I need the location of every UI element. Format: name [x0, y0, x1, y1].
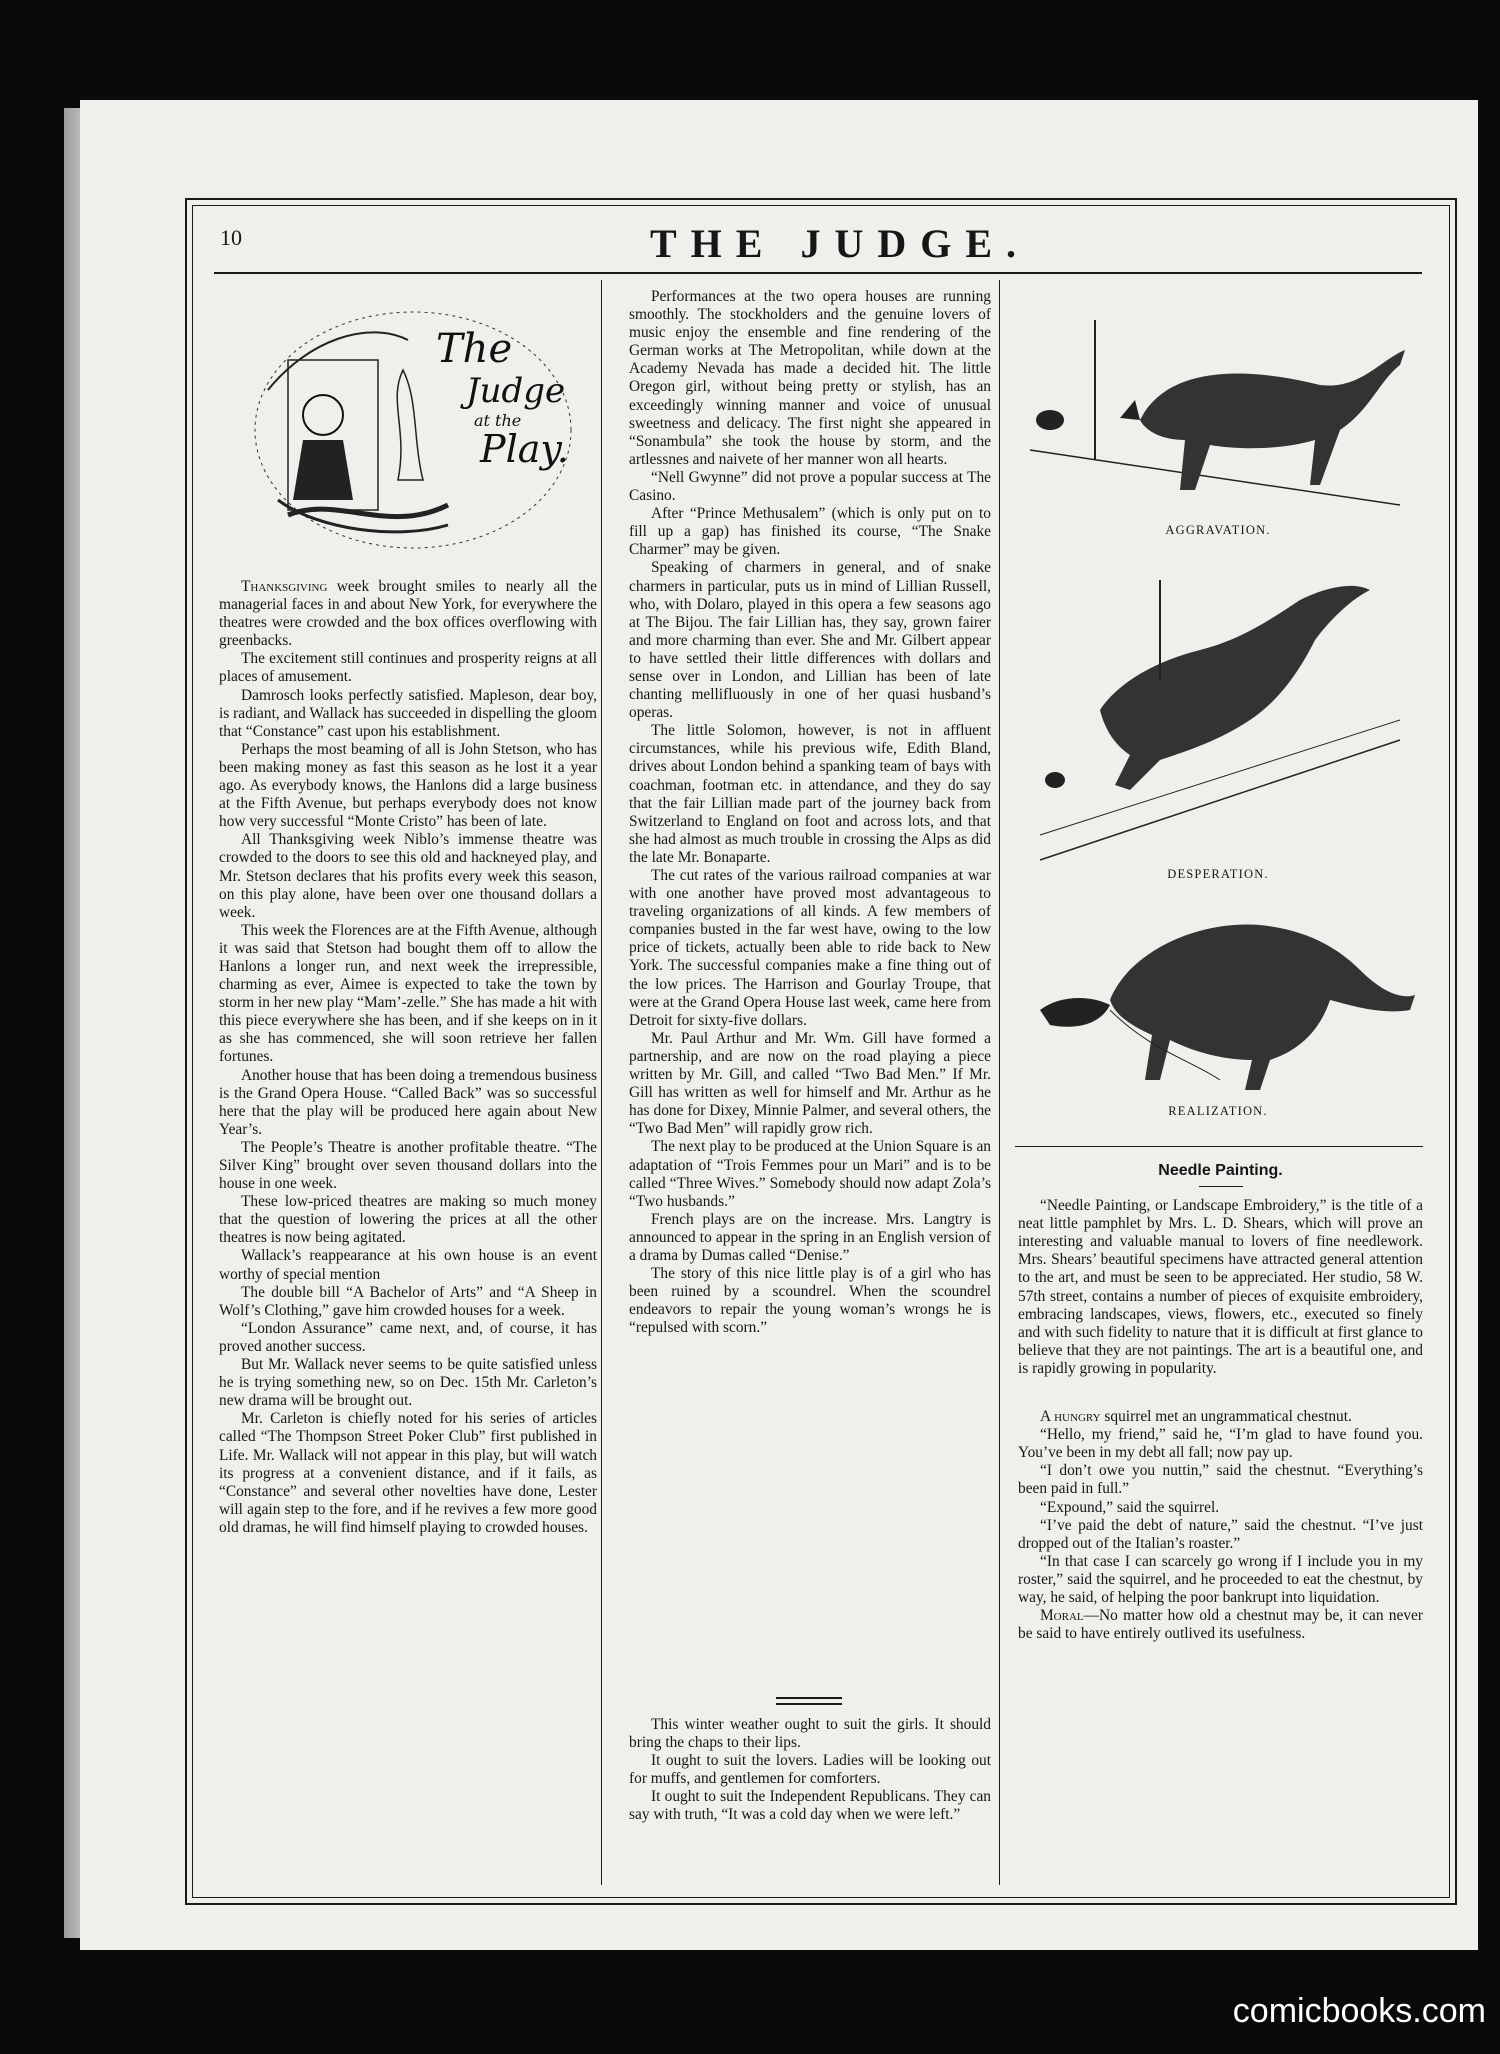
lead-word: Thanksgiving: [241, 578, 328, 595]
column-1-paragraph: Another house that has been doing a tremendous business is the Grand Opera House. “Called Back” was so successful here that the play will be produced here again about New Year’s.: [219, 1066, 597, 1138]
illustration-lettering-1: The: [436, 326, 513, 372]
anecdote-lead: A hungry: [1040, 1408, 1101, 1426]
page-number: 10: [220, 225, 242, 250]
column-1-paragraph: The double bill “A Bachelor of Arts” and “A Sheep in Wolf’s Clothing,” gave him crowded houses for a week.: [219, 1283, 597, 1319]
column-2-paragraph: The next play to be produced at the Union Square is an adaptation of “Trois Femmes pour un Mari” and is to be called “Three Wives.” Somebody should now adapt Zola’s “Two husbands.”: [629, 1138, 991, 1210]
heading-short-rule: [1199, 1186, 1243, 1187]
masthead-rule: [214, 272, 1422, 274]
column-2-article: [629, 288, 991, 1337]
column-2-paragraph: French plays are on the increase. Mrs. Langtry is announced to appear in the spring in an English version of a drama by Dumas called “Denise.”: [629, 1210, 991, 1264]
column-2-paragraph: “Nell Gwynne” did not prove a popular success at The Casino.: [629, 468, 991, 505]
column-rule-1: [601, 280, 602, 1885]
column-1-paragraph: These low-priced theatres are making so much money that the question of lowering the prices at all the other theatres is now being agitated.: [219, 1193, 597, 1247]
anecdote-paragraph: “I don’t owe you nuttin,” said the chestnut. “Everything’s been paid in full.”: [1018, 1462, 1423, 1498]
illustration-lettering-2: Judge: [466, 371, 566, 411]
column-1-paragraph: The People’s Theatre is another profitable theatre. “The Silver King” brought over seven thousand dollars into the house in one week.: [219, 1138, 597, 1193]
column-2-paragraph: The story of this nice little play is of a girl who has been ruined by a scoundrel. When the scoundrel endeavors to repair the young woman’s wrongs he is “repulsed with scorn.”: [629, 1265, 991, 1337]
masthead-title: THE JUDGE.: [649, 221, 1031, 266]
column-1-paragraph-1: Thanksgiving week brought smiles to nearly all the managerial faces in and about New York, for everywhere the theatres were crowded and the box offices overflowing with greenbacks.: [219, 578, 597, 650]
illustration-lettering-4: Play.: [480, 427, 569, 471]
column-1-paragraph: “London Assurance” came next, and, of course, it has proved another success.: [219, 1319, 597, 1355]
column-2-paragraph: The cut rates of the various railroad companies at war with one another have proved most advantageous to traveling organizations of all kinds. A few members of companies busted in the far west have, owing to the low price of tickets, actually been able to ride back to New York. The successful companies make a fine thing out of the low prices. The Harrison and Gourlay Troupe, that were at the Grand Opera House last week, came here from Detroit for sixty-five dollars.: [629, 867, 991, 1029]
column-3-articles: [1018, 1162, 1423, 1643]
column-1-paragraph: But Mr. Wallack never seems to be quite satisfied unless he is trying something new, so on Dec. 15th Mr. Carleton’s new drama will be brought out.: [219, 1356, 597, 1410]
column-2-paragraph: Speaking of charmers in general, and of snake charmers in particular, puts us in mind of Lillian Russell, who, with Dolaro, played in this opera a few seasons ago at The Bijou. The fair Lillian has, they say, grown fairer and more charming than ever. She and Mr. Gilbert appear to have settled their little differences with dollars and sense over in London, and Lillian has been of late chanting mellifluously in one of her quasi husband’s operas.: [629, 559, 991, 722]
column-1-article: [219, 578, 597, 1537]
anecdote-paragraph: “Hello, my friend,” said he, “I’m glad to have found you. You’ve been in my debt all fall; now pay up.: [1018, 1426, 1423, 1462]
moral-paragraph: Moral—No matter how old a chestnut may be, it can never be said to have entirely outlived its usefulness.: [1018, 1607, 1423, 1643]
moral-label: Moral: [1040, 1607, 1084, 1625]
cartoon-panel-desperation: [1020, 560, 1420, 865]
needle-painting-heading: Needle Painting.: [1158, 1162, 1283, 1179]
winter-paragraph: It ought to suit the lovers. Ladies will be looking out for muffs, and gentlemen for comforters.: [629, 1752, 991, 1788]
cartoon-panel-realization: [1020, 900, 1420, 1100]
column-rule-2: [999, 280, 1000, 1885]
anecdote-paragraph: “In that case I can scarcely go wrong if I include you in my roster,” said the squirrel, and he proceeded to eat the chestnut, by way, he said, of helping the poor bankrupt into liquidation.: [1018, 1552, 1423, 1606]
anecdote-paragraph: “I’ve paid the debt of nature,” said the chestnut. “I’ve just dropped out of the Italian’s roaster.”: [1018, 1516, 1423, 1552]
column-2-paragraph: The little Solomon, however, is not in affluent circumstances, while his previous wife, Edith Bland, drives about London behind a spanking team of bays with coachman, footman etc. in attendance, and they do say that the fair Lillian made part of the journey back from Switzerland to England on foot and across lots, and that she had almost as much trouble in crossing the Alps as did the late Mr. Bonaparte.: [629, 722, 991, 866]
column-1-paragraph: Perhaps the most beaming of all is John Stetson, who has been making money as fast this season as he lost it a year ago. As everybody knows, the Hanlons did a large business at the Fifth Avenue, but perhaps everybody does not know how very successful “Monte Cristo” has been of late.: [219, 740, 597, 831]
column-1-paragraph: Damrosch looks perfectly satisfied. Mapleson, dear boy, is radiant, and Wallack has succeeded in dispelling the gloom that “Constance” cast upon his establishment.: [219, 686, 598, 740]
column-1-paragraph: This week the Florences are at the Fifth Avenue, although it was said that Stetson had bought them off to allow the Hanlons a longer run, and next week the irrepressible, charming as ever, Aimee is expected to take the town by storm in her new play “Mam’-zelle.” She has made a hit with this piece everywhere she has been, and if she keeps on in it as she has commenced, she will soon retrieve her fallen fortunes.: [219, 921, 597, 1066]
column-3-section-rule: [1015, 1146, 1423, 1147]
winter-paragraph: This winter weather ought to suit the girls. It should bring the chaps to their lips.: [629, 1716, 991, 1752]
column-2-paragraph: Performances at the two opera houses are running smoothly. The stockholders and the genuine lovers of music enjoy the ensemble and fine rendering of the German works at The Metropolitan, while down at the Academy Nevada has made a decided hit. The little Oregon girl, without being pretty or stylish, has an exceedingly winning manner and voice of unusual sweetness and delicacy. The first night she appeared in “Sonambula” she took the house by storm, and the artlessnes and naivete of her manner won all hearts.: [629, 288, 991, 468]
caption-desperation: DESPERATION.: [1167, 867, 1269, 881]
cartoon-panel-aggravation: [1020, 300, 1420, 515]
winter-paragraph: It ought to suit the Independent Republicans. They can say with truth, “It was a cold day when we were left.”: [629, 1788, 991, 1824]
needle-painting-paragraph: “Needle Painting, or Landscape Embroidery,” is the title of a neat little pamphlet by Mrs. L. D. Shears, which will prove an interesting and valuable manual to lovers of fine needlework. Mrs. Shears’ beautiful specimens have attracted general attention to the art, and must be seen to be appreciated. Her studio, 58 W. 57th street, contains a number of pieces of exquisite embroidery, embracing landscapes, views, flowers, etc., executed so finely and with such fidelity to nature that it is difficult at first glance to believe that they are not paintings. The art is a beautiful one, and is rapidly growing in popularity.: [1018, 1197, 1423, 1377]
column-2-paragraph: After “Prince Methusalem” (which is only put on to fill up a gap) has finished its course, “The Snake Charmer” may be given.: [629, 505, 991, 559]
column-1-paragraph: All Thanksgiving week Niblo’s immense theatre was crowded to the doors to see this old and hackneyed play, and Mr. Stetson declares that his profits every week this season, on this play alone, have been over one thousand dollars a week.: [219, 831, 597, 921]
judge-at-the-play-illustration: [248, 300, 578, 560]
caption-aggravation: AGGRAVATION.: [1165, 523, 1271, 537]
column-1-paragraph: Mr. Carleton is chiefly noted for his series of articles called “The Thompson Street Poker Club” first published in Life. Mr. Wallack will not appear in this play, but will watch its progress at a convenient distance, and if it fails, as “Constance” and several other novelties have done, Lester will again step to the fore, and if he revives a few more good old dramas, he will find himself playing to crowded houses.: [219, 1410, 597, 1536]
caption-realization: REALIZATION.: [1168, 1104, 1268, 1118]
anecdote-paragraph: “Expound,” said the squirrel.: [1040, 1498, 1220, 1516]
double-rule-separator: [776, 1697, 842, 1705]
column-2-paragraph: Mr. Paul Arthur and Mr. Wm. Gill have formed a partnership, and are now on the road playing a piece written by Mr. Gill, and called “Two Bad Men.” If Mr. Gill has written as well for himself and Mr. Arthur as he has done for Dixey, Minnie Palmer, and several others, the “Two Bad Men” will rapidly grow rich.: [629, 1029, 991, 1138]
site-watermark: comicbooks.com: [1232, 1992, 1486, 2030]
column-1-paragraph: Wallack’s reappearance at his own house is an event worthy of special mention: [219, 1247, 597, 1283]
column-1-paragraph: The excitement still continues and prosperity reigns at all places of amusement.: [219, 650, 597, 686]
column-2-winter-item: [629, 1716, 991, 1825]
illustration-lettering-3: at the: [474, 411, 522, 430]
anecdote-paragraph-1: A hungry squirrel met an ungrammatical chestnut.: [1040, 1408, 1352, 1426]
